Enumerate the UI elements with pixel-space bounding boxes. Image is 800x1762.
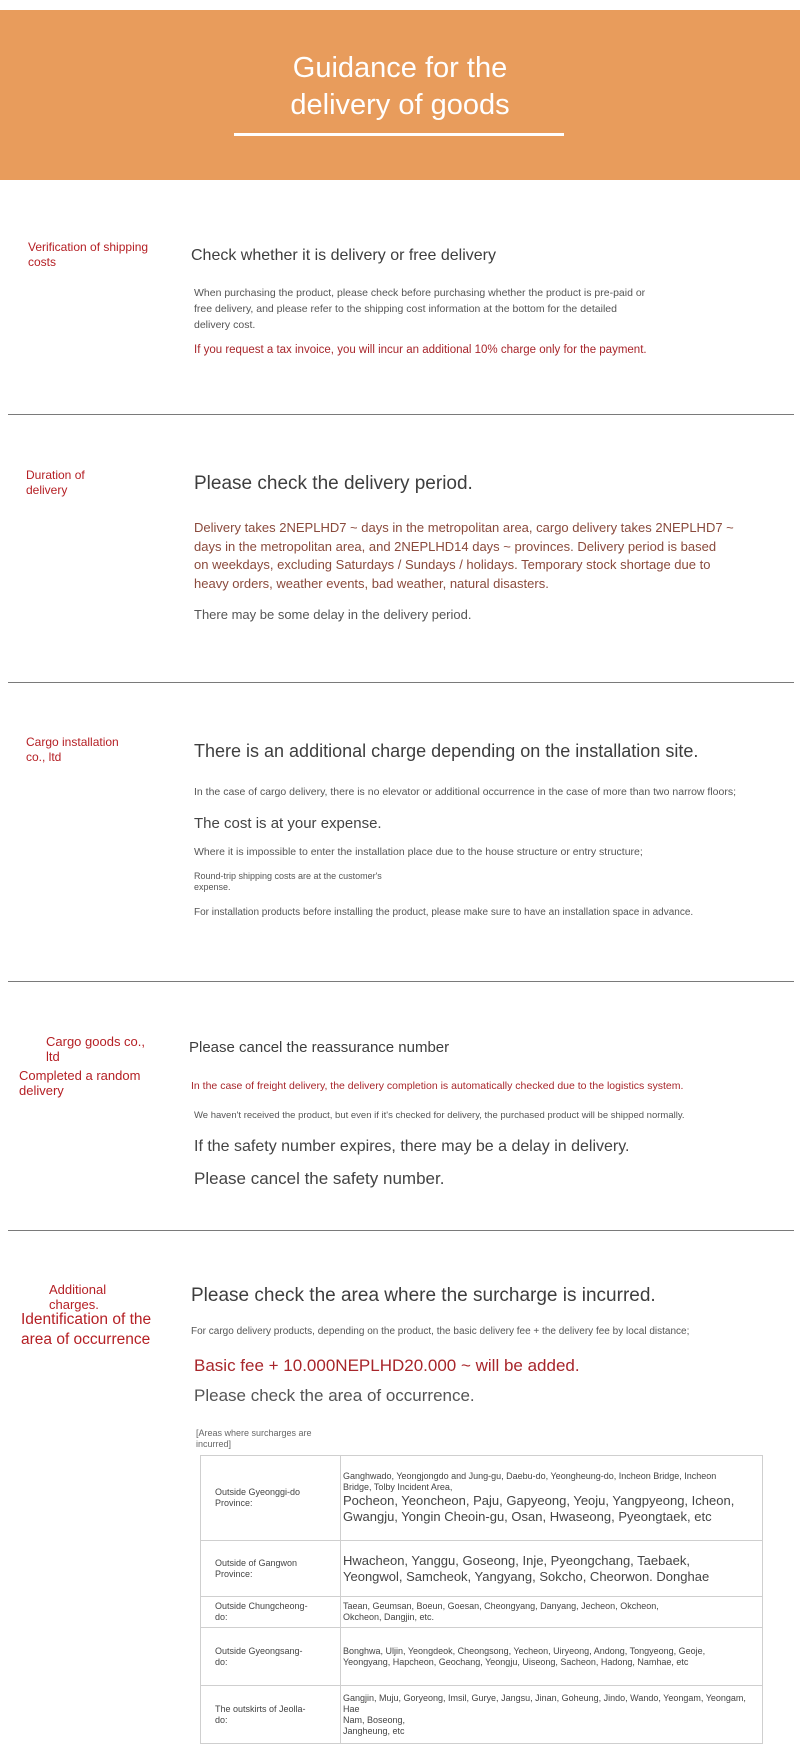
- section-body-delivery-period: Delivery takes 2NEPLHD7 ~ days in the metropolitan area, cargo delivery takes 2NEPLHD7 ~ days in the metropolitan area, and 2NEPLHD14 days ~ provinces. Delivery period is based on weekdays, excluding Saturdays / Sundays / holidays. Temporary stock shortage due to heavy orders, weather events, bad weather, natural disasters.: [194, 520, 734, 591]
- table-row: [201, 1628, 763, 1686]
- area-value: Ganghwado, Yeongjongdo and Jung-gu, Daebu-do, Yeongheung-do, Incheon Bridge, Incheon Bridge, Tolby Incident Area, Pocheon, Yeoncheon, Paju, Gapyeong, Yeoju, Yangpyeong, Icheon, Gwangju, Yongin Cheoin-gu, Osan, Hwaseong, Pyeongtaek, etc: [341, 1456, 763, 1541]
- area-label: Outside Gyeonggi-do Province:: [201, 1456, 341, 1541]
- section-heading-delivery-type: Check whether it is delivery or free delivery: [191, 247, 497, 264]
- section-label-cargo-goods: Cargo goods co., ltd: [46, 1034, 146, 1064]
- installation-line-4: Round-trip shipping costs are at the customer's expense.: [194, 871, 382, 892]
- table-row: [201, 1686, 763, 1744]
- section-label-shipping-costs: Verification of shipping costs: [28, 240, 149, 269]
- table-row: [201, 1597, 763, 1628]
- check-area-note: Please check the area of occurrence.: [194, 1386, 475, 1405]
- section-label-duration: Duration of delivery: [26, 468, 85, 497]
- shipping-normal-note: We haven't received the product, but even if it's checked for delivery, the purchased product will be shipped normally.: [194, 1110, 685, 1121]
- installation-line-1: In the case of cargo delivery, there is no elevator or additional occurrence in the case of more than two narrow floors;: [194, 786, 737, 798]
- section-label-installation: Cargo installation co., ltd: [26, 735, 119, 764]
- section-label-additional-charges: Additional charges.: [49, 1282, 107, 1312]
- title-underline: [234, 133, 564, 136]
- section-label-random-delivery: Completed a random delivery: [19, 1068, 141, 1098]
- area-value: Gangjin, Muju, Goryeong, Imsil, Gurye, Jangsu, Jinan, Goheung, Jindo, Wando, Yeongam, Yeongam, Hae Nam, Boseong, Jangheung, etc: [341, 1686, 763, 1744]
- page-title: Guidance for the delivery of goods: [290, 52, 510, 121]
- area-label: The outskirts of Jeolla- do:: [201, 1686, 341, 1744]
- table-row: [201, 1541, 763, 1597]
- section-divider: [8, 414, 794, 415]
- section-heading-reassurance: Please cancel the reassurance number: [189, 1039, 450, 1056]
- section-divider: [8, 682, 794, 683]
- area-label: Outside of Gangwon Province:: [201, 1541, 341, 1597]
- table-row: [201, 1456, 763, 1541]
- delivery-delay-note: There may be some delay in the delivery period.: [194, 607, 472, 622]
- section-label-area-identification: Identification of the area of occurrence: [21, 1311, 152, 1348]
- area-value: Hwacheon, Yanggu, Goseong, Inje, Pyeongchang, Taebaek, Yeongwol, Samcheok, Yangyang, Sokcho, Cheorwon. Donghae: [341, 1541, 763, 1597]
- areas-table-caption: [Areas where surcharges are incurred]: [196, 1428, 312, 1449]
- section-heading-installation: There is an additional charge depending on the installation site.: [194, 741, 699, 761]
- installation-line-2: The cost is at your expense.: [194, 815, 382, 832]
- section-body-delivery-type: When purchasing the product, please check before purchasing whether the product is pre-paid or free delivery, and please refer to the shipping cost information at the bottom for the detailed delivery cost.: [194, 287, 646, 331]
- installation-line-5: For installation products before installing the product, please make sure to have an installation space in advance.: [194, 907, 694, 918]
- area-value: Taean, Geumsan, Boeun, Goesan, Cheongyang, Danyang, Jecheon, Okcheon, Okcheon, Dangjin, etc.: [341, 1597, 763, 1628]
- area-value: Bonghwa, Uljin, Yeongdeok, Cheongsong, Yecheon, Uiryeong, Andong, Tongyeong, Geoje, Yeongyang, Hapcheon, Geochang, Yeongju, Uiseong, Sacheon, Hadong, Namhae, etc: [341, 1628, 763, 1686]
- installation-line-3: Where it is impossible to enter the installation place due to the house structure or entry structure;: [194, 846, 643, 858]
- section-heading-delivery-period: Please check the delivery period.: [194, 473, 473, 494]
- freight-delivery-note: In the case of freight delivery, the delivery completion is automatically checked due to the logistics system.: [191, 1080, 684, 1092]
- area-label: Outside Gyeongsang- do:: [201, 1628, 341, 1686]
- surcharge-areas-table: [200, 1455, 763, 1744]
- section-heading-surcharge-area: Please check the area where the surcharge is incurred.: [191, 1285, 656, 1306]
- section-divider: [8, 981, 794, 982]
- header-banner: [0, 10, 800, 180]
- section-divider: [8, 1230, 794, 1231]
- basic-fee-note: Basic fee + 10.000NEPLHD20.000 ~ will be added.: [194, 1356, 580, 1375]
- surcharge-description: For cargo delivery products, depending on the product, the basic delivery fee + the delivery fee by local distance;: [191, 1326, 690, 1337]
- cancel-safety-number-note: Please cancel the safety number.: [194, 1169, 445, 1188]
- area-label: Outside Chungcheong- do:: [201, 1597, 341, 1628]
- safety-number-expire-note: If the safety number expires, there may be a delay in delivery.: [194, 1138, 630, 1155]
- tax-invoice-note: If you request a tax invoice, you will incur an additional 10% charge only for the payment.: [194, 344, 647, 356]
